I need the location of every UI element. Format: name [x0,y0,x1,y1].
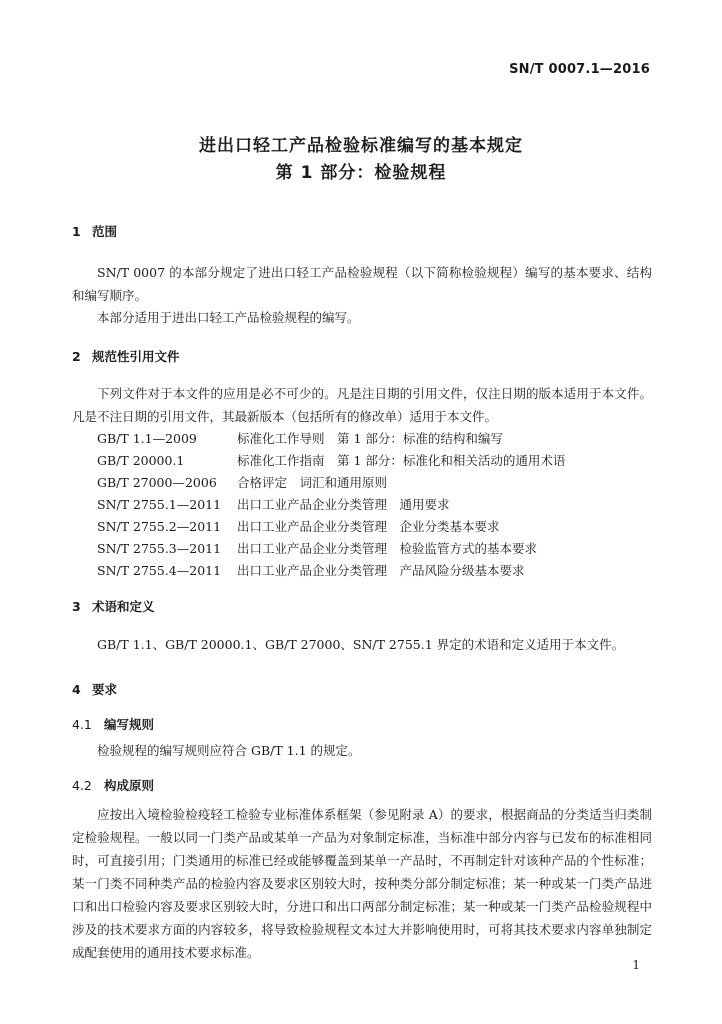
reference-item [97,495,450,513]
paragraph: GB/T 1.1、GB/T 20000.1、GB/T 27000、SN/T 2755.1 界定的术语和定义适用于本文件。 [97,637,625,652]
reference-title: 合格评定 词汇和通用原则 [237,475,388,490]
section-number: 4 [72,682,81,697]
reference-title: 出口工业产品企业分类管理 通用要求 [237,497,450,512]
standard-code: SN/T 0007.1—2016 [509,62,650,77]
reference-item [97,429,503,447]
document-title: 进出口轻工产品检验标准编写的基本规定 [199,136,523,156]
section-heading-terms-definitions [72,597,155,615]
reference-item [97,561,525,579]
page-number: 1 [632,958,640,972]
subsection-heading-writing-rules [72,715,154,733]
section-number: 3 [72,599,81,614]
reference-code: SN/T 2755.4—2011 [97,563,222,578]
paragraph: 应按出入境检验检疫轻工检验专业标准体系框架（参见附录 A）的要求，根据商品的分类适当归类制定检验规程。一般以同一门类产品或某单一产品为对象制定标准，当标准中部分内容与已发布的标准相同时，可直接引用；门类通用的标准已经或能够覆盖到某单一产品时，不再制定针对该种产品的个性标准；某一门类不同种类产品的检验内容及要求区别较大时，按种类分部分制定标准；某一种或某一门类产品进口和出口检验内容及要求区别较大时，分进口和出口两部分制定标准；某一种或某一门类产品检验规程中涉及的技术要求方面的内容较多，将导致检验规程文本过大并影响使用时，可将其技术要求内容单独制定成配套使用的通用技术要求标准。 [72,807,652,960]
reference-title: 出口工业产品企业分类管理 检验监管方式的基本要求 [237,541,538,556]
section-heading-normative-references [72,347,180,365]
section-title: 术语和定义 [92,599,155,614]
reference-title: 标准化工作导则 第 1 部分：标准的结构和编写 [237,431,503,446]
section-heading-scope [72,222,117,240]
document-subtitle: 第 1 部分：检验规程 [275,163,447,183]
reference-code: SN/T 2755.3—2011 [97,541,222,556]
reference-item [97,473,387,491]
reference-item [97,517,500,535]
paragraph: 下列文件对于本文件的应用是必不可少的。凡是注日期的引用文件，仅注日期的版本适用于本文件。凡是不注日期的引用文件，其最新版本（包括所有的修改单）适用于本文件。 [72,386,652,424]
reference-item [97,539,537,557]
reference-code: SN/T 2755.2—2011 [97,519,222,534]
reference-item [97,451,565,469]
reference-code: GB/T 1.1—2009 [97,431,197,446]
subsection-title: 编写规则 [104,717,155,732]
paragraph: 检验规程的编写规则应符合 GB/T 1.1 的规定。 [97,743,361,758]
section-number: 2 [72,349,81,364]
subsection-number: 4.1 [72,717,92,732]
reference-title: 出口工业产品企业分类管理 企业分类基本要求 [237,519,500,534]
subsection-heading-composition-principles [72,776,154,794]
reference-code: GB/T 27000—2006 [97,475,217,490]
section-title: 规范性引用文件 [92,349,180,364]
reference-code: SN/T 2755.1—2011 [97,497,222,512]
subsection-title: 构成原则 [104,778,155,793]
section-heading-requirements [72,680,117,698]
reference-title: 标准化工作指南 第 1 部分：标准化和相关活动的通用术语 [237,453,566,468]
reference-title: 出口工业产品企业分类管理 产品风险分级基本要求 [237,563,525,578]
section-number: 1 [72,224,81,239]
paragraph: SN/T 0007 的本部分规定了进出口轻工产品检验规程（以下简称检验规程）编写的基本要求、结构和编写顺序。 [72,265,652,303]
paragraph: 本部分适用于进出口轻工产品检验规程的编写。 [97,310,360,325]
reference-code: GB/T 20000.1 [97,453,185,468]
subsection-number: 4.2 [72,778,92,793]
section-title: 要求 [92,682,118,697]
section-title: 范围 [92,224,118,239]
